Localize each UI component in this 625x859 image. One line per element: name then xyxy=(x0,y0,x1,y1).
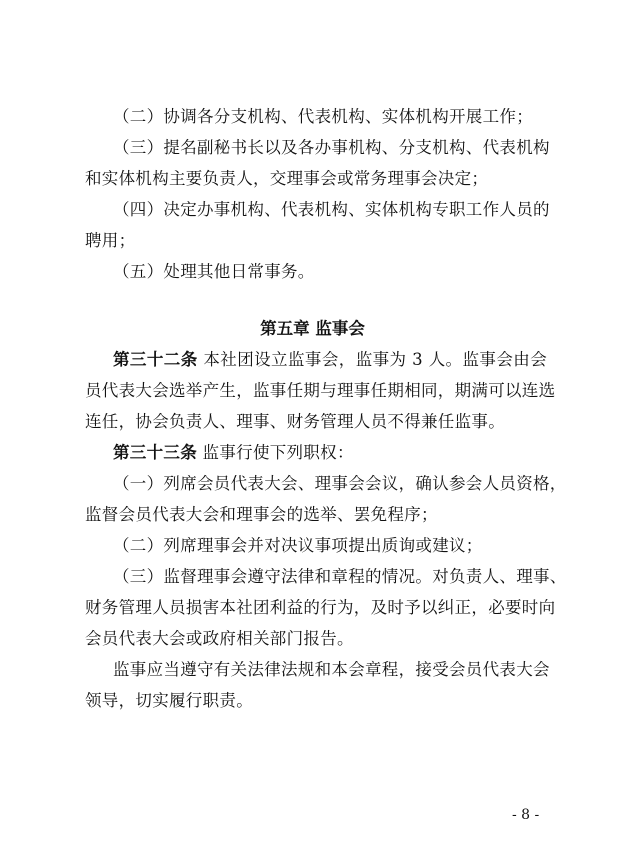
paragraph-line: 会员代表大会或政府相关部门报告。 xyxy=(85,629,354,648)
paragraph-line: 监事应当遵守有关法律法规和本会章程，接受会员代表大会 xyxy=(113,660,550,679)
paragraph-line: （三）监督理事会遵守法律和章程的情况。对负责人、理事、 xyxy=(113,567,567,586)
paragraph-line: （二）列席理事会并对决议事项提出质询或建议； xyxy=(113,536,483,555)
paragraph-line: 领导，切实履行职责。 xyxy=(85,691,253,710)
paragraph-line: （五）处理其他日常事务。 xyxy=(113,262,315,281)
paragraph-line: 连任，协会负责人、理事、财务管理人员不得兼任监事。 xyxy=(85,412,505,431)
paragraph-line: （三）提名副秘书长以及各办事机构、分支机构、代表机构 xyxy=(113,138,550,157)
article-33-line-1 xyxy=(113,442,547,464)
article-32-line-1 xyxy=(113,349,547,371)
paragraph-line: （一）列席会员代表大会、理事会会议，确认参会人员资格， xyxy=(113,474,567,493)
paragraph-line: 财务管理人员损害本社团利益的行为，及时予以纠正，必要时向 xyxy=(85,598,556,617)
paragraph-line: 聘用； xyxy=(85,231,136,250)
article-33-text: 监事行使下列职权： xyxy=(197,443,354,462)
article-32-label: 第三十二条 xyxy=(113,350,198,369)
paragraph-line: 监督会员代表大会和理事会的选举、罢免程序； xyxy=(85,505,438,524)
article-33-label: 第三十三条 xyxy=(113,443,197,462)
chapter-title: 第五章 监事会 xyxy=(260,319,365,338)
page-number: - 8 - xyxy=(512,807,540,823)
paragraph-line: 和实体机构主要负责人，交理事会或常务理事会决定； xyxy=(85,169,489,188)
paragraph-line: （四）决定办事机构、代表机构、实体机构专职工作人员的 xyxy=(113,200,550,219)
paragraph-line: 员代表大会选举产生，监事任期与理事任期相同，期满可以连选 xyxy=(85,381,556,400)
paragraph-line: （二）协调各分支机构、代表机构、实体机构开展工作； xyxy=(113,107,533,126)
article-32-text: 本社团设立监事会，监事为 3 人。监事会由会 xyxy=(197,350,548,369)
